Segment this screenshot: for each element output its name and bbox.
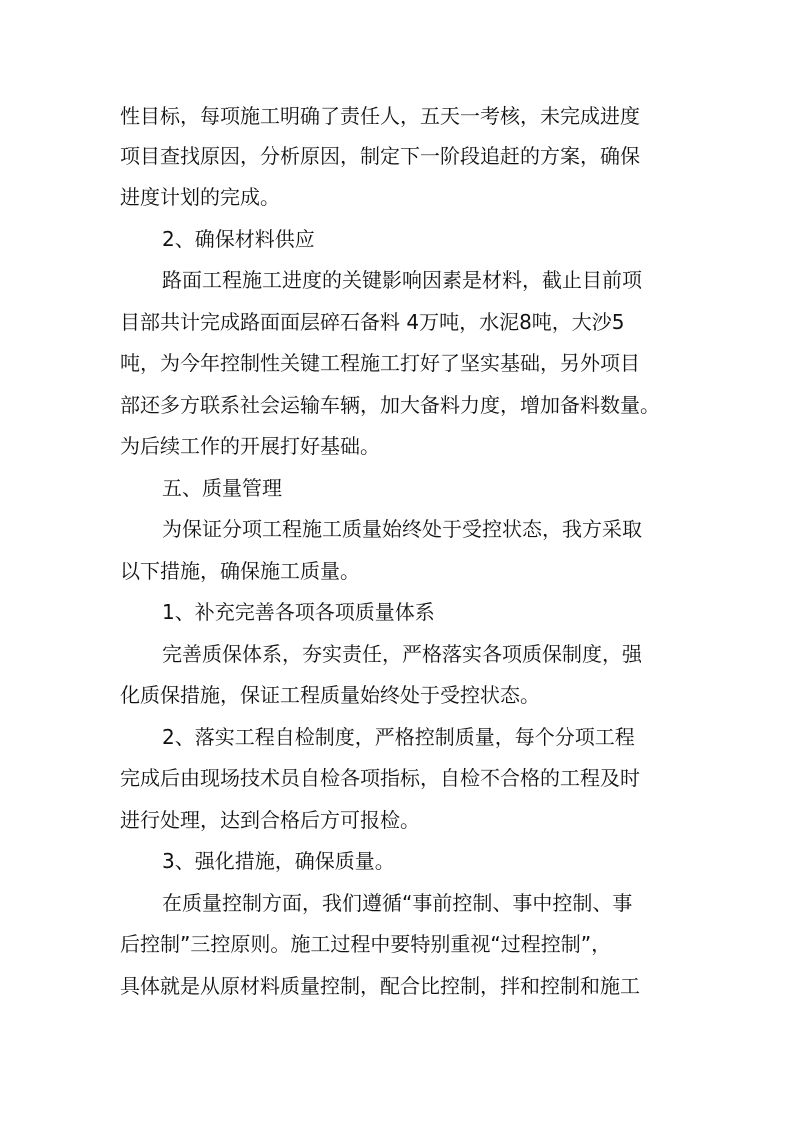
text-line: 部还多方联系社会运输车辆，加大备料力度，增加备料数量。 — [120, 393, 660, 417]
text-line: 性目标，每项施工明确了责任人，五天一考核，未完成进度 — [120, 104, 640, 128]
text-line: 完成后由现场技术员自检各项指标，自检不合格的工程及时 — [120, 766, 640, 790]
text-line: 项目查找原因，分析原因，制定下一阶段追赶的方案，确保 — [120, 144, 640, 168]
text-line: 路面工程施工进度的关键影响因素是材料，截止目前项 — [162, 268, 642, 292]
text-line: 为保证分项工程施工质量始终处于受控状态，我方采取 — [162, 517, 642, 541]
text-line: 目部共计完成路面面层碎石备料 4万吨，水泥8吨，大沙5 — [120, 310, 625, 334]
text-line: 进度计划的完成。 — [120, 185, 280, 209]
text-line: 吨，为今年控制性关键工程施工打好了坚实基础，另外项目 — [120, 351, 640, 375]
text-line: 为后续工作的开展打好基础。 — [120, 434, 380, 458]
text-line: 后控制”三控原则。施工过程中要特别重视“过程控制”， — [120, 932, 612, 956]
section-heading: 3、强化措施，确保质量。 — [162, 849, 395, 873]
text-line: 进行处理，达到合格后方可报检。 — [120, 808, 420, 832]
section-heading: 2、确保材料供应 — [162, 227, 315, 251]
text-line: 化质保措施，保证工程质量始终处于受控状态。 — [120, 683, 540, 707]
text-line: 具体就是从原材料质量控制，配合比控制，拌和控制和施工 — [120, 974, 640, 998]
text-line: 2、落实工程自检制度，严格控制质量，每个分项工程 — [162, 725, 635, 749]
text-line: 在质量控制方面，我们遵循“事前控制、事中控制、事 — [162, 891, 633, 915]
section-heading: 1、补充完善各项各项质量体系 — [162, 600, 435, 624]
section-heading: 五、质量管理 — [162, 476, 282, 500]
text-line: 以下措施，确保施工质量。 — [120, 559, 360, 583]
text-line: 完善质保体系，夯实责任，严格落实各项质保制度，强 — [162, 642, 642, 666]
